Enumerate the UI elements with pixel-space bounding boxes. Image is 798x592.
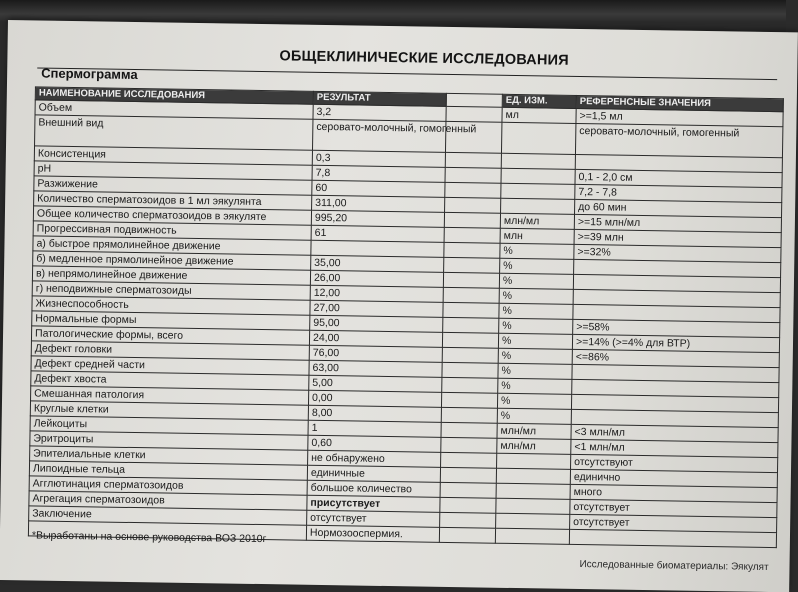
cell-reference: 7,2 - 7,8	[575, 184, 782, 202]
cell-flag	[445, 167, 501, 183]
cell-reference: >=1,5 мл	[576, 108, 783, 126]
cell-flag	[442, 332, 498, 348]
cell-flag	[445, 197, 501, 213]
cell-flag	[439, 527, 495, 543]
cell-name: Агглютинация сперматозоидов	[29, 476, 307, 495]
cell-unit: %	[500, 243, 574, 259]
cell-flag	[443, 287, 499, 303]
cell-unit: %	[497, 393, 571, 409]
cell-flag	[444, 227, 500, 243]
cell-result: большое количество	[307, 480, 440, 497]
cell-name: Дефект головки	[31, 341, 309, 360]
cell-result: 5,00	[309, 375, 442, 392]
cell-reference: много	[570, 484, 777, 502]
cell-unit: млн/мл	[497, 423, 571, 439]
cell-reference: >=39 млн	[574, 229, 781, 247]
cell-result: 311,00	[312, 195, 445, 212]
cell-unit	[501, 198, 575, 214]
header-result: РЕЗУЛЬТАТ	[313, 91, 446, 106]
cell-flag	[441, 392, 497, 408]
footnote: *Выработаны на основе руководства ВОЗ 2010г	[31, 529, 267, 546]
cell-result: 35,00	[311, 255, 444, 272]
cell-reference: <3 млн/мл	[571, 424, 778, 442]
header-flag	[446, 93, 502, 107]
cell-unit: млн	[500, 228, 574, 244]
cell-name: Патологические формы, всего	[31, 326, 309, 345]
cell-flag	[444, 242, 500, 258]
cell-unit: %	[499, 303, 573, 319]
cell-name: Объем	[35, 100, 313, 119]
cell-result: 24,00	[309, 330, 442, 347]
cell-name: Смешанная патология	[31, 386, 309, 405]
cell-result: 95,00	[310, 315, 443, 332]
cell-reference: серовато-молочный, гомогенный	[575, 123, 782, 157]
cell-unit	[496, 468, 570, 484]
cell-result: 61	[311, 225, 444, 242]
cell-name: г) неподвижные сперматозоиды	[32, 281, 310, 300]
cell-result: 63,00	[309, 360, 442, 377]
cell-result: 0,3	[312, 150, 445, 167]
header-unit: ЕД. ИЗМ.	[502, 94, 576, 108]
cell-flag	[442, 362, 498, 378]
cell-reference: единично	[570, 469, 777, 487]
cell-unit: %	[498, 378, 572, 394]
cell-flag	[443, 272, 499, 288]
cell-name: Общее количество сперматозоидов в эякуляте	[33, 206, 311, 225]
cell-unit: %	[498, 333, 572, 349]
cell-name: б) медленное прямолинейное движение	[33, 251, 311, 270]
cell-flag	[440, 512, 496, 528]
cell-flag	[443, 302, 499, 318]
results-table	[28, 86, 784, 548]
cell-name: Нормальные формы	[32, 311, 310, 330]
cell-flag	[440, 467, 496, 483]
cell-result: не обнаружено	[308, 450, 441, 467]
table-body	[28, 100, 783, 548]
cell-reference: до 60 мин	[575, 199, 782, 217]
cell-flag	[446, 106, 502, 122]
cell-reference: отсутствуют	[571, 454, 778, 472]
cell-flag	[441, 452, 497, 468]
cell-result: 76,00	[309, 345, 442, 362]
cell-flag	[441, 422, 497, 438]
cell-unit: %	[499, 273, 573, 289]
header-reference: РЕФЕРЕНСНЫЕ ЗНАЧЕНИЯ	[576, 95, 783, 111]
cell-result: 0,60	[308, 435, 441, 452]
lab-report-sheet	[0, 20, 798, 592]
cell-unit: млн/мл	[500, 213, 574, 229]
cell-name: Липоидные тельца	[29, 461, 307, 480]
cell-name: Эритроциты	[30, 431, 308, 450]
cell-result: серовато-молочный, гомогенный	[312, 119, 445, 152]
cell-result: Нормозооспермия.	[306, 525, 439, 542]
cell-unit: млн/мл	[497, 438, 571, 454]
cell-name: Дефект хвоста	[31, 371, 309, 390]
cell-flag	[444, 212, 500, 228]
cell-name: Лейкоциты	[30, 416, 308, 435]
cell-unit: %	[498, 363, 572, 379]
cell-unit	[501, 168, 575, 184]
cell-result: единичные	[307, 465, 440, 482]
cell-result: 26,00	[310, 270, 443, 287]
cell-name: Жизнеспособность	[32, 296, 310, 315]
cell-result: 27,00	[310, 300, 443, 317]
cell-name: Разжижение	[34, 176, 312, 195]
cell-unit	[495, 528, 569, 544]
cell-name: pH	[34, 161, 312, 180]
cell-flag	[445, 152, 501, 168]
biomaterial-note: Исследованные биоматериалы: Эякулят	[579, 559, 769, 574]
cell-name: Круглые клетки	[30, 401, 308, 420]
cell-reference: >=32%	[574, 244, 781, 262]
cell-reference: >=14% (>=4% для ВТР)	[572, 334, 779, 352]
cell-unit: %	[499, 318, 573, 334]
section-title: Спермограмма	[41, 65, 138, 83]
cell-name: Заключение	[29, 506, 307, 525]
cell-unit	[497, 453, 571, 469]
cell-flag	[444, 257, 500, 273]
cell-reference	[569, 529, 776, 547]
cell-flag	[442, 347, 498, 363]
cell-flag	[440, 482, 496, 498]
cell-reference: <1 млн/мл	[571, 439, 778, 457]
cell-flag	[441, 437, 497, 453]
cell-result: 7,8	[312, 165, 445, 182]
cell-name: а) быстрое прямолинейное движение	[33, 236, 311, 255]
cell-unit	[501, 122, 575, 154]
cell-flag	[443, 317, 499, 333]
cell-name: в) непрямолинейное движение	[32, 266, 310, 285]
cell-reference: отсутствует	[570, 499, 777, 517]
document-title: ОБЩЕКЛИНИЧЕСКИЕ ИССЛЕДОВАНИЯ	[279, 48, 569, 69]
header-name: НАИМЕНОВАНИЕ ИССЛЕДОВАНИЯ	[35, 87, 313, 104]
cell-result: 995,20	[311, 210, 444, 227]
cell-result: 8,00	[308, 405, 441, 422]
cell-unit	[496, 483, 570, 499]
cell-result: 12,00	[310, 285, 443, 302]
cell-result: 3,2	[313, 104, 446, 121]
cell-unit: %	[497, 408, 571, 424]
cell-flag	[442, 377, 498, 393]
cell-name: Эпителиальные клетки	[30, 446, 308, 465]
cell-reference: <=86%	[572, 349, 779, 367]
cell-unit	[496, 498, 570, 514]
cell-result: 60	[312, 180, 445, 197]
cell-name: Агрегация сперматозоидов	[29, 491, 307, 510]
cell-reference: >=58%	[573, 319, 780, 337]
cell-reference: отсутствует	[570, 514, 777, 532]
cell-name: Прогрессивная подвижность	[33, 221, 311, 240]
cell-unit: %	[499, 288, 573, 304]
cell-result: отсутствует	[307, 510, 440, 527]
cell-flag	[445, 182, 501, 198]
cell-flag	[440, 497, 496, 513]
cell-reference: >=15 млн/мл	[574, 214, 781, 232]
cell-name: Консистенция	[34, 146, 312, 165]
cell-unit: %	[498, 348, 572, 364]
cell-unit	[501, 153, 575, 169]
title-divider	[37, 67, 777, 80]
cell-unit	[496, 513, 570, 529]
cell-unit: мл	[502, 107, 576, 123]
cell-flag	[441, 407, 497, 423]
cell-name: Внешний вид	[35, 115, 313, 150]
cell-unit: %	[500, 258, 574, 274]
cell-result: 0,00	[308, 390, 441, 407]
cell-reference: 0,1 - 2,0 см	[575, 169, 782, 187]
cell-unit	[501, 183, 575, 199]
cell-result: 1	[308, 420, 441, 437]
cell-name: Дефект средней части	[31, 356, 309, 375]
cell-result: присутствует	[307, 495, 440, 512]
cell-name: Количество сперматозоидов в 1 мл эякулянта	[34, 191, 312, 210]
